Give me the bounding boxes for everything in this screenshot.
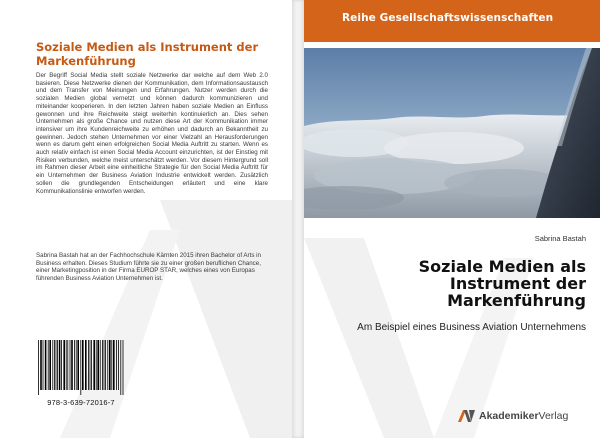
barcode-bar — [40, 340, 42, 390]
barcode-bar — [49, 340, 51, 390]
barcode-bar — [52, 340, 53, 390]
isbn-barcode — [36, 340, 126, 395]
barcode-bar — [77, 340, 79, 390]
front-title-line-1: Soziale Medien als — [418, 257, 586, 276]
barcode-bar — [93, 340, 95, 390]
barcode-bar — [74, 340, 75, 390]
barcode-bar — [61, 340, 62, 390]
barcode-bar — [102, 340, 103, 390]
barcode-bar — [120, 340, 121, 395]
barcode-bar — [91, 340, 92, 390]
barcode-bar — [71, 340, 73, 390]
barcode-bar — [57, 340, 58, 390]
publisher-name — [479, 410, 568, 422]
barcode-bar — [96, 340, 97, 390]
barcode-bar — [82, 340, 84, 390]
cover-photo-airplane-wing — [304, 48, 600, 218]
barcode-bar — [113, 340, 115, 390]
barcode-bar — [70, 340, 71, 390]
barcode-bar — [63, 340, 65, 390]
back-cover-description: Der Begriff Social Media stellt soziale Netzwerke dar welche auf dem Web 2.0 basieren. Diese Netzwerke dienen der Kommunikation, dem Informationsaustausch und dem Transfer von Meinungen und Erfahrungen. Nutzer werden durch die sozialen Medien global vernetzt und können dadurch kommunizieren und miteinander kooperieren. In den letzten Jahren haben soziale Medien an Einfluss gewonnen und ihre Reichweite steigt weiterhin kontinuierlich an. Dies sehen Unternehmen als große Chance und nutzen diese Art der Kommunikation immer intensiver um ihre Kundenreichweite zu erhöhen und dadurch an Bekanntheit zu gewinnen. Jedoch stehen Unternehmen vor einer Vielzahl an Herausforderungen wenn es darum geht einen erfolgreichen Social Media Auftritt zu starten. Wenn es auch relativ einfach ist einen Social Media Account einzurichten, ist der Einstieg mit Risiken verbunden, welche meist unterschätzt werden. Vor diesem Hintergrund soll im Rahmen dieser Arbeit eine einheitliche Strategie für den Social Media Auftritt für ein Unternehmen der Business Aviation Industrie entwickelt werden. Zusätzlich sollen die grundlegenden Entscheidungen erläutert und eine klare Kommunikationslinie entworfen werden. — [36, 72, 268, 195]
publisher-logo — [458, 410, 568, 422]
isbn-number: 978-3-639-72016-7 — [47, 398, 115, 407]
front-title-line-3: Markenführung — [447, 291, 586, 310]
barcode-bar — [97, 340, 99, 390]
barcode-bar — [43, 340, 44, 390]
front-cover-subtitle: Am Beispiel eines Business Aviation Unternehmens — [357, 322, 586, 333]
front-title-line-2: Instrument der — [449, 274, 586, 293]
barcode-bar — [56, 340, 57, 390]
barcode-bar — [109, 340, 111, 390]
barcode-bar — [90, 340, 91, 390]
barcode-bar — [76, 340, 77, 390]
book-spine — [292, 0, 304, 438]
barcode-bar — [105, 340, 106, 390]
barcode-bar — [38, 340, 39, 395]
publisher-name-part1: Akademiker — [479, 410, 539, 422]
barcode-bar — [45, 340, 47, 390]
barcode-bar — [80, 340, 81, 395]
front-cover-title — [304, 258, 586, 309]
front-cover-author: Sabrina Bastah — [534, 234, 586, 243]
barcode-bar — [123, 340, 124, 395]
front-cover — [304, 0, 600, 438]
barcode-bar — [66, 340, 67, 390]
barcode-bar — [100, 340, 101, 390]
back-cover-title: Soziale Medien als Instrument der Markenführung — [36, 40, 259, 68]
av-logo-icon — [458, 410, 476, 422]
barcode-bar — [67, 340, 68, 390]
barcode-bar — [54, 340, 55, 390]
barcode-bar — [111, 340, 112, 390]
series-name: Reihe Gesellschaftswissenschaften — [342, 12, 554, 24]
barcode-bar — [104, 340, 105, 390]
back-cover — [0, 0, 292, 438]
barcode-bar — [118, 340, 119, 390]
barcode-bar — [48, 340, 49, 390]
barcode-bar — [116, 340, 117, 390]
publisher-name-part2: Verlag — [538, 410, 569, 422]
barcode-bar — [88, 340, 89, 390]
author-bio: Sabrina Bastah hat an der Fachhochschule Kärnten 2015 ihren Bachelor of Arts in Business erhalten. Dieses Studium führte sie zu einer großen beruflichen Chance, einer Marketingposition in der Firma EUROP STAR, welches eines von Europas führenden Business Aviation Unternehmen ist. — [36, 252, 261, 283]
barcode-bar — [85, 340, 87, 390]
barcode-bar — [107, 340, 108, 390]
barcode-bar — [59, 340, 61, 390]
